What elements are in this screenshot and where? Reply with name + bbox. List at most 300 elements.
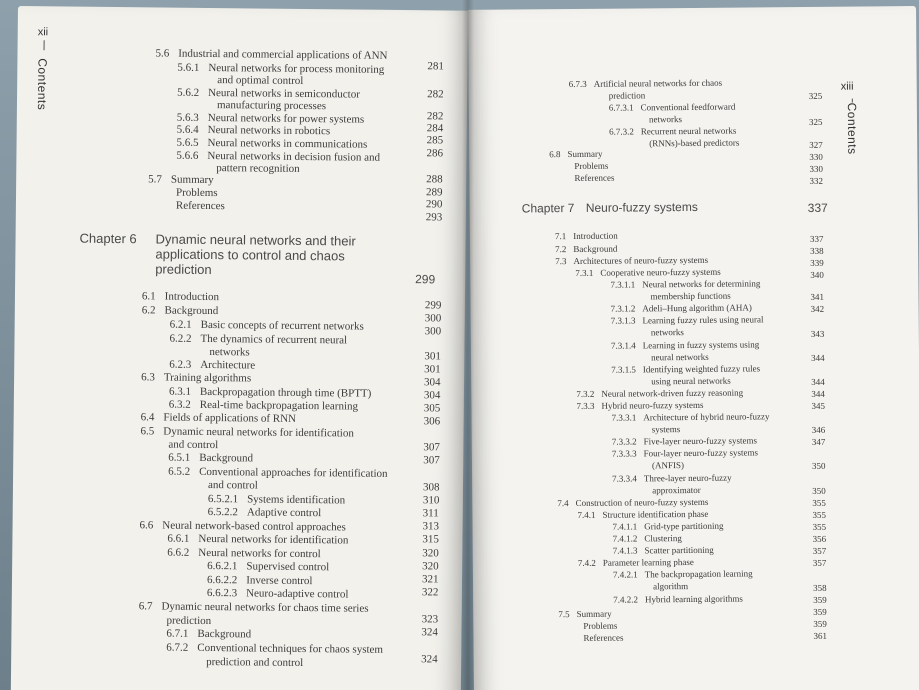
toc-entry [613,594,743,605]
section-number: 5.6.5 [176,136,199,149]
section-number: 5.6.3 [176,111,199,124]
section-title: Construction of neuro-fuzzy systems [575,496,709,508]
section-number: 5.6.2 [177,86,200,99]
section-title: Introduction [164,290,220,304]
page-number: 347 [811,436,826,447]
section-title: Learning fuzzy rules using neural [642,314,764,326]
toc-entry [583,633,623,643]
toc-entry [209,346,249,358]
toc-entry [555,244,617,255]
toc-entry [651,327,684,337]
page-number: 337 [809,233,824,244]
page-number: 282 [426,110,444,123]
toc-entry [208,506,322,519]
toc-entry [578,557,694,568]
section-number: 6.8 [549,149,561,160]
section-title: systems [651,424,681,435]
page-number: 342 [810,303,825,314]
section-title: Identifying weighted fuzzy rules [642,363,761,375]
page-number: 330 [809,151,823,162]
left-toc [11,6,468,690]
toc-entry [651,376,731,387]
page-number: 315 [422,533,439,546]
section-title: Architecture [200,358,256,372]
section-title: Neural network-based control approaches [162,519,346,534]
section-number: 6.3 [141,371,155,384]
toc-entry [652,485,701,495]
section-title: Training algorithms [163,371,252,385]
toc-entry [167,547,321,561]
section-title: Inverse control [246,574,313,588]
section-number: 6.5.2.2 [207,506,239,519]
section-title: manufacturing processes [216,99,327,113]
section-title: Problems [583,620,618,631]
chapter-title: Neuro-fuzzy systems [585,199,698,215]
section-title: Problems [574,160,609,171]
toc-entry [612,473,732,484]
section-title: and optimal control [217,74,304,87]
section-title: Adeli–Hung algorithm (AHA) [642,302,752,314]
section-title: approximator [652,484,701,496]
section-title: Clustering [644,533,682,544]
page-number: 306 [423,415,441,428]
book-gutter [462,0,474,690]
toc-entry [207,560,329,573]
page-number: 289 [426,186,443,199]
page-number: 304 [424,376,441,389]
section-title: Background [197,627,252,641]
page-number: 350 [812,485,826,496]
section-title: Background [573,243,618,254]
section-title: Neural networks in decision fusion and [207,149,381,164]
toc-entry [142,304,219,317]
page-number: 325 [808,90,823,101]
chapter-label: Chapter 7 [521,200,575,216]
section-number: 7.3.1 [575,267,594,278]
section-title: Dynamic neural networks for chaos time series [161,600,369,615]
left-folio: xii [37,26,49,39]
toc-entry [140,425,353,439]
section-number: 5.6.6 [176,149,199,162]
toc-entry [555,231,618,242]
section-title: (RNNs)-based predictors [649,137,740,149]
section-number: 7.4.2.2 [613,594,638,605]
section-number: 6.6.2.2 [206,574,238,587]
toc-entry [609,126,736,137]
section-title: and control [168,438,219,452]
section-title: Five-layer neuro-fuzzy systems [643,435,758,447]
page-number: 322 [421,586,439,599]
toc-entry [166,642,383,656]
section-title: References [583,632,624,643]
page-number: 301 [424,363,441,376]
page-number: 357 [812,557,827,568]
section-title: Architectures of neuro-fuzzy systems [573,254,709,266]
toc-entry [650,291,730,302]
section-number: 6.7.1 [166,627,189,640]
section-title: Neural networks for determining [642,278,761,290]
page-number: 325 [808,116,823,127]
section-number: 7.4.2.1 [612,569,638,580]
section-title: networks [648,114,683,125]
section-title: Cooperative neuro-fuzzy systems [600,266,721,278]
toc-entry [206,656,303,669]
section-number: 6.2.1 [169,318,192,331]
section-number: 6.6 [139,519,154,532]
section-number: 6.6.2.1 [207,560,238,573]
section-number: 6.6.2 [167,546,190,559]
toc-entry [649,138,739,149]
section-title: The dynamics of recurrent neural [200,332,348,347]
section-title: Neural networks in communications [207,136,368,151]
chapter-label: Chapter 6 [79,230,137,247]
page-number: 282 [427,88,444,101]
section-title: Introduction [573,230,618,241]
toc-entry [574,161,608,171]
section-title: membership functions [650,290,731,302]
page-number: 288 [426,173,443,186]
toc-entry [612,521,723,532]
page-number: 304 [423,389,441,402]
toc-entry [207,587,349,600]
right-folio: xiii [840,80,854,93]
toc-entry [610,278,760,289]
toc-entry [569,78,723,89]
section-number: 6.3.1 [168,385,192,398]
section-number: 5.6.4 [176,123,199,136]
toc-entry [652,424,681,434]
toc-entry [166,628,251,641]
section-number: 7.4.1.1 [612,521,638,532]
section-title: Summary [576,608,612,619]
toc-entry [649,114,682,124]
section-title: Conventional approaches for identification [199,465,388,480]
toc-entry [141,371,251,384]
toc-entry [207,574,313,587]
section-number: 6.7.3.1 [608,102,634,113]
toc-entry [612,435,757,446]
toc-entry [141,411,296,425]
section-title: Neural networks in semiconductor [208,86,360,101]
toc-entry [609,102,736,113]
section-number: 6.5 [140,425,155,438]
page-number: 285 [426,134,444,147]
toc-entry [167,533,348,547]
toc-entry [577,509,708,520]
toc-entry [208,493,345,506]
section-title: Scatter partitioning [644,544,714,556]
section-number: 7.4 [557,498,569,509]
left-running-head: Contents [34,58,50,111]
toc-entry [168,466,388,480]
section-number: 7.4.1.3 [612,545,638,556]
section-number: 5.6.1 [177,61,200,74]
chapter-6-title [155,231,356,278]
toc-entry [177,62,384,76]
toc-entry [611,302,752,313]
section-number: 6.2.2 [169,332,192,345]
section-number: 7.3.1.5 [611,364,636,375]
section-title: References [175,199,225,213]
toc-entry [612,411,770,422]
section-number: 7.3.3.2 [611,436,637,447]
section-number: 7.4.2 [577,557,596,568]
page-number: 310 [422,494,440,507]
section-title: Summary [170,173,214,187]
section-title: Fields of applications of RNN [163,411,297,425]
section-title: Neural networks for control [198,546,321,561]
section-number: 7.3 [555,256,567,267]
section-title: algorithm [653,581,689,592]
section-title: References [574,172,615,183]
chapter-7-heading [522,200,698,216]
page-number: 323 [421,613,439,626]
page-number: 300 [424,325,442,338]
section-title: Learning in fuzzy systems using [642,339,760,351]
section-number: 7.4.1 [577,509,596,520]
section-number: 5.7 [148,173,163,186]
toc-entry [557,497,708,508]
page-number: 344 [811,376,825,387]
page-number: 355 [812,509,826,520]
chapter-title-line: Dynamic neural networks and their [155,231,356,249]
section-title: Dynamic neural networks for identification [163,425,354,440]
page-number: 307 [423,441,440,454]
section-number: 6.2.3 [169,358,192,371]
page-number: 286 [426,147,444,160]
page-number: 361 [813,630,828,641]
section-title: prediction and control [206,656,304,670]
section-number: 7.3.3 [576,400,595,411]
right-toc [468,6,919,690]
chapter-6-page: 299 [415,272,436,287]
section-title: Industrial and commercial applications of ANN [178,47,388,62]
section-number: 6.4 [140,411,155,424]
section-title: Neural networks in robotics [207,123,331,138]
page-number: 350 [811,460,826,471]
section-number: 6.1 [141,290,156,303]
section-number: 6.2 [141,304,156,317]
toc-entry [555,255,708,266]
section-title: Architecture of hybrid neuro-fuzzy [643,411,770,423]
toc-entry [169,359,255,372]
section-number: 6.6.1 [167,532,190,545]
toc-entry [583,621,617,631]
toc-entry [613,545,714,556]
section-number: 6.5.2.1 [207,493,239,506]
page-number: 320 [422,547,439,560]
section-title: Adaptive control [246,506,322,520]
page-number: 357 [812,545,827,556]
toc-entry [612,447,758,458]
page-number: 338 [810,245,824,256]
toc-entry [176,187,218,199]
section-title: Background [164,304,219,318]
page-number: 324 [421,653,438,666]
page-number: 332 [809,175,824,186]
chapter-7-page: 337 [807,200,828,215]
toc-entry [140,519,346,533]
page-number: 301 [424,350,441,363]
section-number: 7.3.2 [576,388,595,399]
section-title: Conventional techniques for chaos system [197,641,384,656]
page-number: 313 [422,520,440,533]
section-title: neural networks [651,351,709,363]
section-title: Neural networks for power systems [207,111,365,126]
page-number: 341 [810,291,825,302]
section-number: 7.3.3.3 [611,448,637,459]
page-number: 300 [424,312,442,325]
section-number: 7.4.1.2 [612,533,638,544]
page-number: 340 [810,269,824,280]
toc-entry [576,388,743,399]
section-title: Parameter learning phase [602,556,694,568]
page-number: 311 [422,507,439,520]
section-number: 7.3.3.4 [612,473,637,484]
page-number: 308 [422,481,440,494]
page-number: 327 [809,139,823,150]
section-number: 6.7.2 [166,641,189,654]
section-number: 7.3.1.4 [610,340,636,351]
toc-entry [139,600,369,614]
toc-entry [177,124,331,138]
toc-entry [177,137,368,151]
section-title: networks [650,327,684,338]
chapter-6-heading [79,231,144,247]
section-number: 7.1 [554,231,567,242]
toc-entry [216,162,300,175]
section-number: 7.3.3.1 [611,412,637,423]
toc-entry [217,74,303,87]
toc-entry [611,339,759,350]
toc-entry [148,173,214,186]
page-number: 324 [421,626,439,639]
section-title: Systems identification [247,493,346,507]
page-number: 344 [811,352,825,363]
section-title: Background [199,451,254,465]
section-title: prediction [166,614,212,628]
section-number: 7.5 [558,609,570,620]
toc-entry [169,399,358,413]
page-number: 320 [422,560,439,573]
section-title: Structure identification phase [602,508,709,520]
section-title: Supervised control [246,560,330,574]
section-title: Backpropagation through time (BPTT) [199,385,372,400]
section-title: (ANFIS) [651,460,685,471]
toc-entry [177,87,360,101]
page-number: 345 [811,400,826,411]
section-title: Neuro-adaptive control [246,587,349,601]
toc-entry [652,460,684,470]
section-title: Problems [175,186,218,200]
page-number: 290 [425,198,443,211]
section-title: and control [207,479,258,492]
toc-entry [208,479,258,492]
section-title: Artificial neural networks for chaos [593,77,723,89]
section-title: Hybrid learning algorithms [644,593,743,605]
toc-entry [217,99,326,112]
toc-entry [611,363,760,374]
section-title: Four-layer neuro-fuzzy systems [643,447,758,459]
section-title: Basic concepts of recurrent networks [200,318,364,333]
section-number: 6.7.3 [568,78,587,90]
page-number: 305 [423,402,441,415]
section-number: 6.3.2 [168,398,191,411]
page-number: 359 [813,594,827,605]
toc-entry [170,319,364,333]
section-title: Summary [567,148,603,160]
page-number: 355 [812,521,827,532]
toc-entry [576,400,703,411]
section-number: 7.3.1.3 [610,315,636,326]
section-number: 7.3.1.2 [610,303,636,314]
section-number: 6.5.1 [168,451,191,464]
toc-entry [176,200,225,213]
toc-entry [611,314,764,325]
section-title: Three-layer neuro-fuzzy [643,472,732,484]
section-title: pattern recognition [216,162,300,175]
section-number: 6.7.3.2 [609,126,634,137]
toc-entry [142,290,219,303]
page-number: 321 [421,573,439,586]
chapter-title-line: applications to control and chaos [155,246,345,264]
toc-entry [613,568,753,579]
page-number: 293 [425,211,443,224]
page-number: 356 [812,533,827,544]
section-title: prediction [608,90,646,101]
section-title: networks [209,346,250,359]
section-title: Recurrent neural networks [640,125,737,137]
page-number: 358 [813,582,827,593]
toc-entry [653,581,688,591]
page-number: 343 [810,328,825,339]
page-number: 346 [811,424,826,435]
page-number: 284 [426,122,444,135]
section-number: 6.5.2 [168,465,191,478]
section-title: Grid-type partitioning [644,520,724,532]
page-number: 359 [813,618,827,629]
toc-entry [168,439,218,452]
chapter-title-line: prediction [155,261,212,278]
section-title: using neural networks [651,375,731,387]
section-number: 6.6.2.3 [206,587,238,600]
section-title: The backpropagation learning [644,568,753,580]
toc-entry [613,533,682,544]
section-title: Real-time backpropagation learning [199,398,359,413]
toc-entry [574,173,614,183]
toc-entry [169,386,372,400]
toc-entry [558,609,611,619]
page-number: 339 [810,257,824,268]
section-title: Neural network-driven fuzzy reasoning [601,387,744,399]
toc-entry [155,47,387,61]
section-number: 6.7 [138,600,153,613]
section-title: Neural networks for process monitoring [208,61,385,76]
section-title: Neural networks for identification [198,532,349,547]
left-page [11,6,468,690]
section-number: 7.2 [555,244,567,255]
toc-entry [169,333,347,347]
toc-entry [168,452,253,465]
toc-entry [167,615,212,627]
toc-entry [176,150,380,164]
page-number: 281 [427,60,444,73]
page-number: 344 [811,388,825,399]
right-running-head: Contents [844,102,860,155]
toc-entry [651,352,709,363]
page-number: 355 [812,497,826,508]
page-number: 307 [423,454,440,467]
